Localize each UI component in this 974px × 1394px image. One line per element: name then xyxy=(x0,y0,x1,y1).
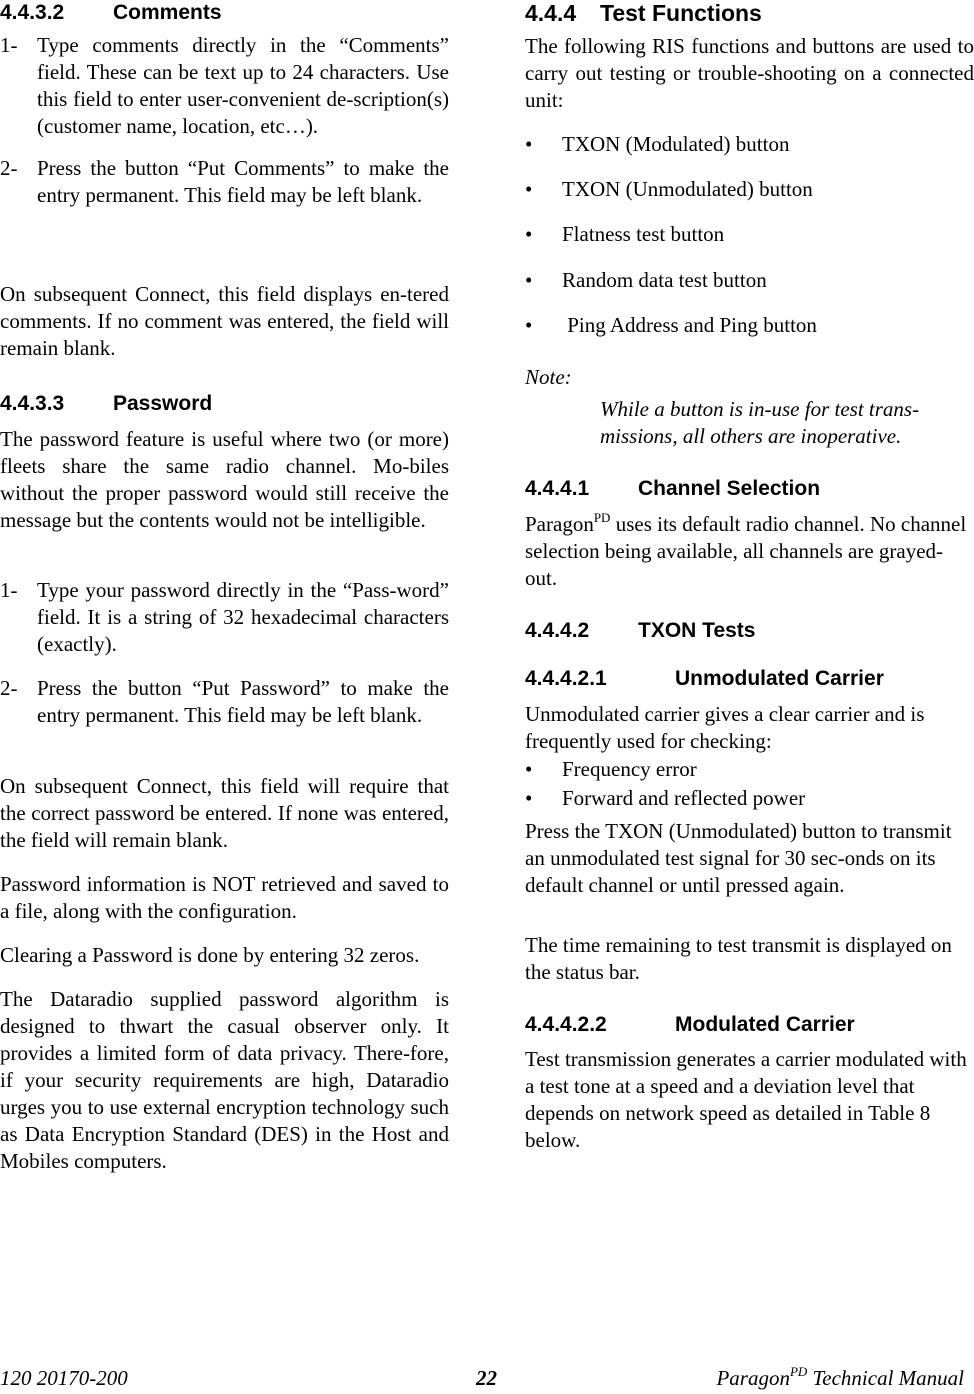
heading-comments xyxy=(0,0,222,26)
brand-name: Paragon xyxy=(716,1366,790,1390)
paragraph: On subsequent Connect, this field displays en-tered comments. If no comment was entered, the field will remain blank. xyxy=(0,282,449,360)
list-text: Type your password directly in the “Pass-word” field. It is a string of 32 hexadecimal characters (exactly). xyxy=(37,578,449,656)
section-title: Unmodulated Carrier xyxy=(675,667,884,690)
heading-password xyxy=(0,391,212,417)
heading-txon-tests xyxy=(525,618,755,644)
paragraph: The Dataradio supplied password algorithm is designed to thwart the casual observer only. It provides a limited form of data privacy. There-fore, if your security requirements are high, Dataradio urges you to use external encryption technology such as Data Encryption Standard (DES) in the Host and Mobiles computers. xyxy=(0,987,449,1173)
heading-unmodulated-carrier xyxy=(525,666,884,692)
section-number: 4.4.4.1 xyxy=(525,477,590,500)
paragraph: Clearing a Password is done by entering 32 zeros. xyxy=(0,943,420,967)
list-item xyxy=(0,155,449,209)
paragraph: Unmodulated carrier gives a clear carrier and is frequently used for checking: xyxy=(525,702,925,753)
list-marker: 2- xyxy=(0,156,18,180)
note-text: While a button is in-use for test trans-missions, all others are inoperative. xyxy=(600,397,920,448)
bullet: • xyxy=(525,132,533,156)
list-item xyxy=(525,312,974,339)
section-number: 4.4.4 xyxy=(525,0,577,26)
section-title: Test Functions xyxy=(600,0,762,26)
list-item xyxy=(0,32,449,140)
checks-list xyxy=(525,756,974,812)
paragraph: On subsequent Connect, this field will require that the correct password be entered. If none was entered, the field will remain blank. xyxy=(0,774,449,852)
list-text: Frequency error xyxy=(562,757,697,781)
bullet: • xyxy=(525,757,533,781)
paragraph: The password feature is useful where two (or more) fleets share the same radio channel. Mo-biles without the proper password would still receive the message but the contents would not be intelligible. xyxy=(0,427,449,532)
page-number: 22 xyxy=(476,1366,497,1390)
paragraph xyxy=(525,511,974,592)
test-buttons-list xyxy=(525,131,974,339)
list-item xyxy=(525,267,974,294)
list-item xyxy=(0,577,449,658)
list-text: TXON (Unmodulated) button xyxy=(562,177,813,201)
bullet: • xyxy=(525,268,533,292)
manual-title xyxy=(716,1366,964,1391)
section-title: Modulated Carrier xyxy=(675,1013,855,1036)
list-marker: 1- xyxy=(0,33,18,57)
list-text: Random data test button xyxy=(562,268,767,292)
section-number: 4.4.4.2 xyxy=(525,619,590,642)
section-number: 4.4.4.2.2 xyxy=(525,1013,607,1036)
list-marker: 1- xyxy=(0,578,18,602)
paragraph: Test transmission generates a carrier modulated with a test tone at a speed and a deviation level that depends on network speed as detailed in Table 8 below. xyxy=(525,1047,967,1152)
comments-steps xyxy=(0,32,449,209)
note-label: Note: xyxy=(525,365,572,389)
list-text: Type comments directly in the “Comments” field. These can be text up to 24 characters. Use this field to enter user-convenient de-scription(s) (customer name, location, etc…). xyxy=(37,33,449,138)
paragraph: Press the TXON (Unmodulated) button to transmit an unmodulated test signal for 30 sec-onds on its default channel or until pressed again. xyxy=(525,819,952,897)
paragraph-text: uses its default radio channel. No channel selection being available, all channels are grayed-out. xyxy=(525,512,967,590)
doc-number: 120 20170-200 xyxy=(0,1366,128,1390)
list-item xyxy=(525,756,974,783)
list-text: Flatness test button xyxy=(562,222,725,246)
bullet: • xyxy=(525,177,533,201)
bullet: • xyxy=(525,786,533,810)
paragraph: Password information is NOT retrieved and saved to a file, along with the configuration. xyxy=(0,872,449,923)
heading-test-functions xyxy=(525,0,762,26)
heading-modulated-carrier xyxy=(525,1012,855,1038)
heading-channel-selection xyxy=(525,476,820,502)
section-number: 4.4.3.2 xyxy=(0,1,65,24)
password-steps xyxy=(0,577,449,729)
page-footer xyxy=(0,1366,974,1394)
list-text: Forward and reflected power xyxy=(562,786,806,810)
section-title: Password xyxy=(113,392,213,415)
brand-superscript: PD xyxy=(593,510,611,525)
list-item xyxy=(525,131,974,158)
list-item xyxy=(525,176,974,203)
section-number: 4.4.3.3 xyxy=(0,392,65,415)
bullet: • xyxy=(525,313,533,337)
brand-name: Paragon xyxy=(525,512,594,536)
bullet: • xyxy=(525,222,533,246)
list-marker: 2- xyxy=(0,676,18,700)
paragraph: The following RIS functions and buttons are used to carry out testing or trouble-shooting on a connected unit: xyxy=(525,34,974,112)
list-text: TXON (Modulated) button xyxy=(562,132,790,156)
list-item xyxy=(525,785,974,812)
section-title: Channel Selection xyxy=(638,477,821,500)
list-text: Ping Address and Ping button xyxy=(562,313,817,337)
manual-title-text: Technical Manual xyxy=(807,1366,964,1390)
section-title: Comments xyxy=(113,1,222,24)
list-text: Press the button “Put Comments” to make the entry permanent. This field may be left blank. xyxy=(37,156,449,207)
section-title: TXON Tests xyxy=(638,619,756,642)
list-item xyxy=(0,675,449,729)
section-number: 4.4.4.2.1 xyxy=(525,667,607,690)
list-item xyxy=(525,221,974,248)
brand-superscript: PD xyxy=(789,1364,808,1379)
paragraph: The time remaining to test transmit is displayed on the status bar. xyxy=(525,933,952,984)
list-text: Press the button “Put Password” to make the entry permanent. This field may be left blank. xyxy=(37,676,449,727)
